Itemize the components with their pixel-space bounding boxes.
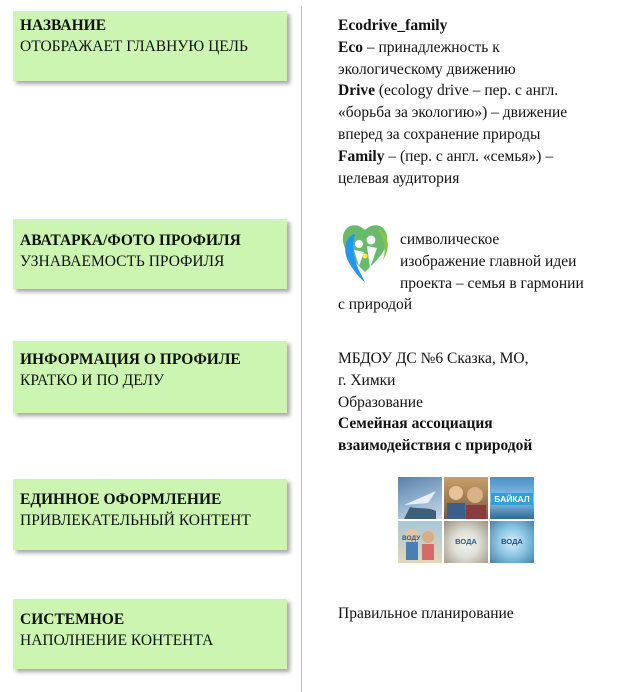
kids-image [398,521,442,563]
section-info-box [13,341,287,413]
collage-tile-water-1 [444,521,488,563]
collage-tile-baikal [490,477,534,519]
drive-text: (ecology drive – пер. с англ. [375,82,559,100]
avatar-line-3: проекта – семья в гармонии [400,274,584,292]
profile-info [338,348,532,457]
column-divider [301,6,302,692]
baikal-label: БАЙКАЛ [491,493,533,505]
info-bold-2: взаимодействия с природой [338,437,533,455]
avatar-description [400,229,584,294]
section-subtitle: НАПОЛНЕНИЕ КОНТЕНТА [20,632,214,649]
eco-text: – принадлежность к [362,38,500,56]
section-design-box [13,479,287,550]
section-subtitle: КРАТКО И ПО ДЕЛУ [20,372,164,389]
family-term: Family [338,147,385,165]
eco-text-2: экологическому движению [338,60,516,78]
faces-image [444,477,488,519]
eco-term: Eco [338,38,363,56]
info-line-1: МБДОУ ДС №6 Сказка, МО, [338,350,529,367]
info-bold-1: Семейная ассоциация [338,415,493,433]
section-title: НАЗВАНИЕ [20,17,107,34]
drive-text-3: вперед за сохранение природы [338,125,541,143]
avatar-description-tail [338,294,412,316]
collage-tile-kids [398,521,442,563]
family-text-2: целевая аудитория [338,169,460,187]
drive-text-2: «борьба за экологию») – движение [338,104,568,122]
collage-tile-water-2 [490,521,534,563]
water-label-1: ВОДА [455,537,477,546]
section-subtitle: ОТОБРАЖАЕТ ГЛАВНУЮ ЦЕЛЬ [20,38,248,55]
avatar-line-2: изображение главной идеи [400,252,577,270]
section-name-box [13,11,287,81]
info-line-2: г. Химки [338,371,396,389]
section-title: АВАТАРКА/ФОТО ПРОФИЛЯ [20,232,241,249]
plane-image [398,477,442,519]
content-line-1: Правильное планирование [338,605,514,622]
name-heading: Ecodrive_family [338,17,448,34]
content-planning [338,603,514,625]
content-collage [398,477,534,563]
section-title: ЕДИННОЕ ОФОРМЛЕНИЕ [20,491,222,508]
water-label-2: ВОДА [501,537,523,546]
collage-tile-faces [444,477,488,519]
family-nature-logo [337,222,393,286]
section-avatar-box [13,219,287,289]
name-description [338,15,567,189]
section-title: ИНФОРМАЦИЯ О ПРОФИЛЕ [20,351,241,368]
avatar-line-4: с природой [338,296,413,313]
water-label-3: ВОДУ [402,535,421,542]
family-text: – (пер. с англ. «семья») – [384,147,554,165]
info-line-3: Образование [338,393,423,411]
section-subtitle: ПРИВЛЕКАТЕЛЬНЫЙ КОНТЕНТ [20,512,251,529]
avatar-line-1: символическое [400,231,500,248]
section-title: СИСТЕМНОЕ [20,611,125,628]
drive-term: Drive [338,82,376,100]
section-subtitle: УЗНАВАЕМОСТЬ ПРОФИЛЯ [20,253,225,270]
section-content-box [13,599,287,669]
collage-tile-plane [398,477,442,519]
